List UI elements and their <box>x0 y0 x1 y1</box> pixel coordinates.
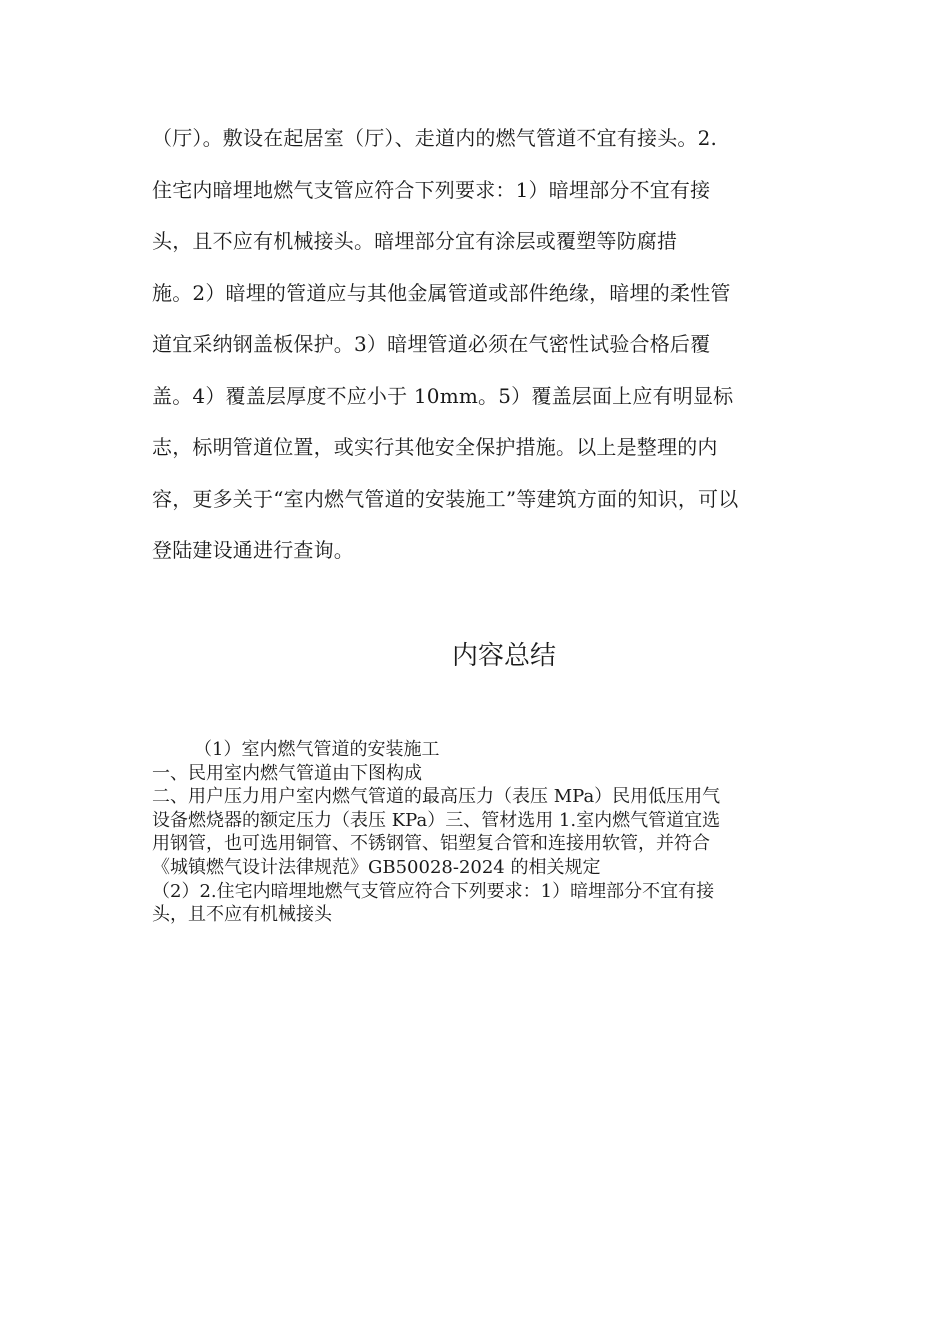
summary-line: 二、用户压力用户室内燃气管道的最高压力（表压 MPa）民用低压用气 <box>152 786 721 808</box>
body-line: 容，更多关于“室内燃气管道的安装施工”等建筑方面的知识，可以 <box>152 486 739 511</box>
summary-line: 用钢管，也可选用铜管、不锈钢管、铝塑复合管和连接用软管，并符合 <box>152 833 710 855</box>
summary-content <box>152 738 812 927</box>
body-line: 住宅内暗埋地燃气支管应符合下列要求：1）暗埋部分不宜有接 <box>152 177 711 202</box>
summary-line: 头，且不应有机械接头 <box>152 904 332 926</box>
body-line: 志，标明管道位置，或实行其他安全保护措施。以上是整理的内 <box>152 435 718 459</box>
body-line: 施。2）暗埋的管道应与其他金属管道或部件绝缘，暗埋的柔性管 <box>152 280 731 305</box>
summary-line: （2）2.住宅内暗埋地燃气支管应符合下列要求：1）暗埋部分不宜有接 <box>152 880 715 902</box>
body-line: 道宜采纳钢盖板保护。3）暗埋管道必须在气密性试验合格后覆 <box>152 332 711 356</box>
body-paragraph <box>152 120 812 584</box>
summary-heading: 内容总结 <box>451 641 556 671</box>
body-line: 盖。4）覆盖层厚度不应小于 10mm。5）覆盖层面上应有明显标 <box>152 383 734 408</box>
body-line: （厅）。敷设在起居室（厅）、走道内的燃气管道不宜有接头。2. <box>152 126 718 150</box>
summary-line: 设备燃烧器的额定压力（表压 KPa）三、管材选用 1.室内燃气管道宜选 <box>152 809 721 831</box>
body-line: 头，且不应有机械接头。暗埋部分宜有涂层或覆塑等防腐措 <box>152 229 678 253</box>
summary-line: 一、民用室内燃气管道由下图构成 <box>152 762 422 784</box>
summary-line: （1）室内燃气管道的安装施工 <box>194 739 440 760</box>
body-line: 登陆建设通进行查询。 <box>152 538 354 562</box>
summary-line: 《城镇燃气设计法律规范》GB50028-2024 的相关规定 <box>152 856 601 878</box>
